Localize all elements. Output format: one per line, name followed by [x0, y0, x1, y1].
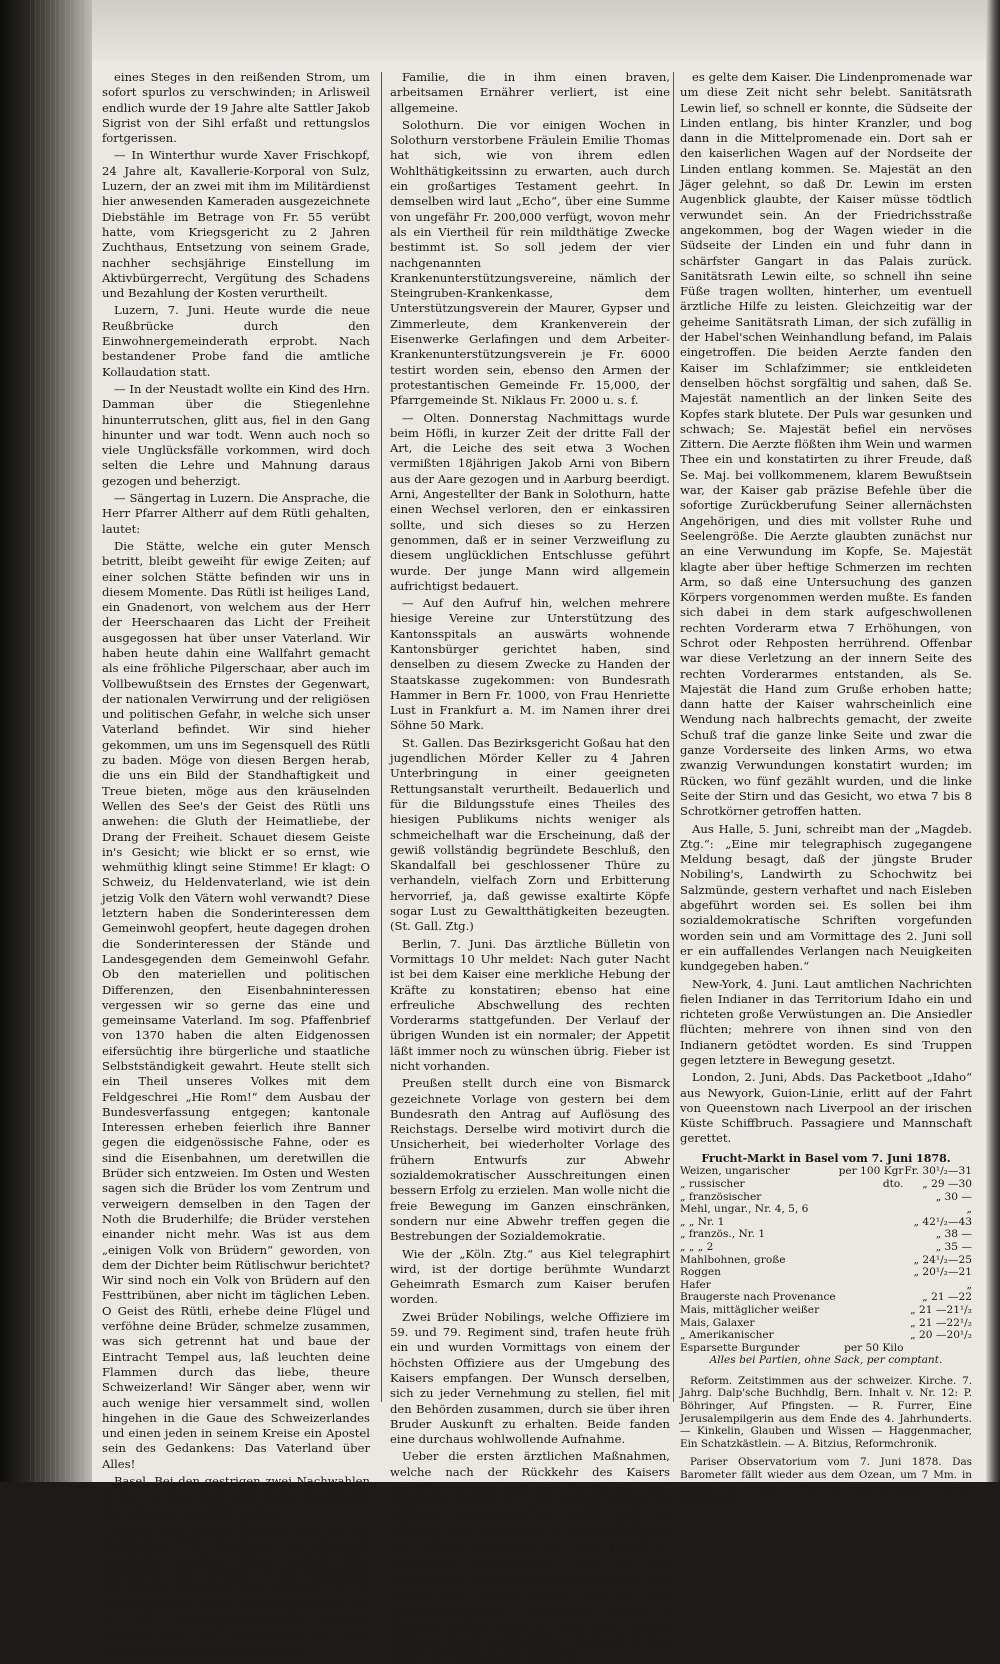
market-unit	[838, 1216, 904, 1229]
article-paragraph: Aus Halle, 5. Juni, schreibt man der „Magdeb. Ztg.“: „Eine mir telegraphisch zugegangene Meldung besagt, daß der jüngste Bruder Nobiling's, Landwirth zu Schochwitz bei Salzmünde, gestern verhaftet und nach Eisleben abgeführt worden sei. Es sollen bei ihm sozialdemokratische Schriften vorgefunden worden sein und am Vormittage des 2. Juni soll er ein auffallendes Verlangen nach Neuigkeiten kundgegeben haben.“	[680, 821, 972, 974]
article-paragraph: New-York, 4. Juni. Laut amtlichen Nachrichten fielen Indianer in das Territorium Idaho ein und richteten große Verwüstungen an. Die Ansiedler flüchten; mehrere von ihnen sind von den Indianern getödtet worden. Es sind Truppen gegen letztere in Bewegung gesetzt.	[680, 976, 972, 1067]
article-paragraph: St. Gallen. Das Bezirksgericht Goßau hat den jugendlichen Mörder Keller zu 4 Jahren Unterbringung in einer geeigneten Rettungsanstalt verurtheilt. Bedauerlich und für die Bildungsstufe eines Theiles des hiesigen Publikums nichts weniger als schmeichelhaft war die Erscheinung, daß der gewiß vollständig begründete Beschluß, den Skandalfall bei geschlossener Thüre zu verhandeln, vielfach Zorn und Erbitterung hervorrief, ja, daß gewisse exaltirte Köpfe sogar Lust zu Gewaltthätigkeiten bezeugten. (St. Gall. Ztg.)	[390, 735, 670, 934]
market-price: „	[966, 1278, 972, 1291]
market-row	[680, 1317, 972, 1330]
article-paragraph: eines Steges in den reißenden Strom, um sofort spurlos zu verschwinden; in Arlisweil endlich wurde der 19 Jahre alte Sattler Jakob Sigrist von der Sihl erfaßt und rettungslos fortgerissen.	[102, 70, 370, 146]
market-price: „ 21 —22¹/₂	[910, 1316, 972, 1329]
article-paragraph: Basel. Bei den gestrigen zwei Nachwahlen in den Großen Rath sind beide Kandidaten der Liberalen gewählt worden.	[102, 1474, 370, 1519]
article-paragraph: Ueber die ersten ärztlichen Maßnahmen, welche nach der Rückkehr des Kaisers getroffen wurden, gebt der „Nordd. All. Ztg.“ folgender Bericht zu: „Der hiesige königliche Physikus Sanitätsrath Dr. Lewin ging am Sonntag unter den Linden in der Richtung auf das Schloß. Ungefähr vor dem Hotel St. Petersburg angekommen, sah er den kaiserlichen Wagen vom Palais abfahren und grüßte und gleich darauf den an ihm vorüberkommenden Monarchen. Kaum 3 Minuten später hörte er zwei sehr heftige Schüsse, deren unheimlicher Eindruck in ihm sofort die Vermuthung wachrief,	[390, 1449, 670, 1663]
article-paragraph: Die Stätte, welche ein guter Mensch betritt, bleibt geweiht für ewige Zeiten; auf einer solchen Stätte befinden wir uns in diesem Momente. Das Rütli ist heiliges Land, ein Gnadenort, von welchem aus der Herr der Heerschaaren das Licht der Freiheit ausgegossen hat über unser Vaterland. Wir haben heute dahin eine Wallfahrt gemacht als eine fröhliche Pilgerschaar, aber auch im Vollbewußtsein des Ernstes der Gegenwart, der nationalen Verwirrung und der religiösen und politischen Gefahr, in welche sich unser Vaterland befindet. Wir sind hieher gekommen, um uns im Segensquell des Rütli zu baden. Möge von diesen Bergen herab, die uns ein Bild der Standhaftigkeit und Treue bieten, möge aus den kräuselnden Wellen des See's der Geist des Rütli uns anwehen: die Gluth der Heimatliebe, der Drang der Freiheit. Schauet diesem Geiste in's Gesicht; wie blickt er so ernst, wie wehmüthig klingt seine Stimme! Er klagt: O Schweiz, du Heldenvaterland, wie ist dein jetzig Volk den Vätern wohl verwandt? Diese letztern haben die Sonderinteressen dem Gemeinwohl geopfert, heute dagegen drohen die Sonderinteressen der Stände und Landesgegenden dem Gemeinwohl Gefahr. Ob den materiellen und politischen Differenzen, den Eisenbahninteressen vergessen wir so gerne das eine und gemeinsame Vaterland. Im sog. Pfaffenbrief von 1370 haben die alten Eidgenossen eifersüchtig ihre bürgerliche und staatliche Selbstständigkeit gewahrt. Heute stellt sich ein Theil unseres Volkes mit dem Feldgeschrei „Hie Rom!“ dem Ausbau der Bundesverfassung entgegen; kantonale Interessen erheben feierlich ihre Banner gegen die eidgenössische Fahne, oder es sind die Eisenbahnen, um deretwillen die Brüder sich entzweien. Im Osten und Westen sagen sich die Brüder los vom Zentrum und verweigern demselben in den Tagen der Noth die Bruderhilfe; die Brüder verstehen einander nicht mehr. Was ist aus dem „einigen Volk von Brüdern“ geworden, von dem der Dichter beim Rütlischwur berichtet? Wir sind noch ein Volk von Brüdern auf den Festtribünen, aber nicht im täglichen Leben. O Geist des Rütli, erhebe deine Flügel und verföhne deine Brüder, schmelze zusammen, was sich getrennt hat und baue der Eintracht Tempel aus, laß leuchten deine Flammen durch das liebe, theure Schweizerland! Wir Sänger aber, wenn wir auch wenige hier versammelt sind, wollen hingehen in die Gaue des Schweizerlandes und einen jeden in seinem Kreise ein Apostel sein des Gedankens: Das Vaterland über Alles!	[102, 538, 370, 1471]
market-row	[680, 1342, 972, 1355]
column-rule-1	[381, 72, 382, 1402]
market-unit	[838, 1228, 904, 1241]
top-margin	[92, 0, 988, 60]
market-price: „ 30 —	[935, 1190, 972, 1203]
market-unit: per 100 Kgr	[838, 1165, 904, 1178]
market-price	[903, 1342, 972, 1355]
market-unit	[838, 1203, 904, 1216]
market-item: „ „ Nr. 1	[680, 1215, 725, 1228]
market-item: „ russischer	[680, 1177, 745, 1190]
article-paragraph: — In Winterthur wurde Xaver Frischkopf, 24 Jahre alt, Kavallerie-Korporal von Sulz, Luzern, der an zwei mit ihm im Militärdienst hier anwesenden Kameraden ausgezeichnete Diebstähle im Betrage von Fr. 55 verübt hatte, vom Kriegsgericht zu 2 Jahren Zuchthaus, Entsetzung von seinem Grade, nachher sechsjährige Einstellung im Aktivbürgerrecht, Vergütung des Schadens und Bezahlung der Kosten verurtheilt.	[102, 148, 370, 301]
article-paragraph: es gelte dem Kaiser. Die Lindenpromenade war um diese Zeit nicht sehr belebt. Sanitätsrath Lewin lief, so schnell er konnte, die Südseite der Linden entlang, bis hinter Kranzler, und bog dann in die Mittelpromenade ein. Dort sah er den kaiserlichen Wagen auf der Nordseite der Linden entlang kommen. Se. Majestät an den Jäger gelehnt, so daß Dr. Lewin im ersten Augenblick glaubte, der Kaiser müsse tödtlich verwundet sein. An der Friedrichsstraße angekommen, bog der Wagen wieder in die Südseite der Linden ein und fuhr dann in schärfster Gangart in das Palais zurück. Sanitätsrath Lewin eilte, so schnell ihn seine Füße tragen wollten, hinterher, um eventuell ärztliche Hilfe zu leisten. Gleichzeitig war der geheime Sanitätsrath Liman, der sich zufällig in der Habel'schen Weinhandlung befand, im Palais eingetroffen. Die beiden Aerzte fanden den Kaiser im Schlafzimmer; sie entkleideten denselben höchst sorgfältig und sahen, daß Se. Majestät namentlich an der linken Seite des Kopfes stark blutete. Der Puls war gesunken und schwach; Se. Majestät befiel ein nervöses Zittern. Die Aerzte flößten ihm Wein und warmen Thee ein und konstatirten zu ihrer Freude, daß Se. Maj. bei vollkommenem, klarem Bewußtsein war, der Kaiser gab präzise Befehle über die sofortige Zurückberufung Seiner allernächsten Angehörigen, und dies mit vollster Ruhe und Seelengröße. Die Aerzte glaubten zunächst nur an eine Verwundung im Kopfe, Se. Majestät klagte aber über heftige Schmerzen im rechten Arm, so daß eine Untersuchung des ganzen Körpers vorgenommen werden mußte. Es fanden sich dabei in dem stark aufgeschwollenen rechten Vorderarm etwa 7 Erhöhungen, von Schrot oder Rehposten herrührend. Offenbar war diese Verletzung an der innern Seite des rechten Vorderarmes entstanden, als Se. Majestät die Hand zum Gruße erhoben hatte; dann hatte der Kaiser wahrscheinlich eine Wendung nach halbrechts gemacht, der zweite Schuß traf die ganze linke Seite und zwar die ganze Vorderseite des linken Arms, wo etwa zwanzig Verwundungen konstatirt wurden; im Rücken, wo fünf gezählt wurden, und die linke Seite der Stirn und das Gesicht, wo etwa 7 bis 8 Schrotkörner getroffen hatten.	[680, 70, 972, 819]
article-paragraph: Zwei Brüder Nobilings, welche Offiziere im 59. und 79. Regiment sind, trafen heute früh ein und wurden Vormittags von einem der höchsten Offiziere aus der Umgebung des Kaisers empfangen. Der Wunsch derselben, sich zu jeder Vernehmung zu stellen, fiel mit den Behörden zusammen, durch sie über ihren Bruder Auskunft zu erhalten. Beide fanden eine durchaus wohlwollende Aufnahme.	[390, 1309, 670, 1447]
article-paragraph: — Auf den Aufruf hin, welchen mehrere hiesige Vereine zur Unterstützung des Kantonsspitals an auswärts wohnende Kantonsbürger gerichtet haben, sind denselben zu diesem Zwecke zu Handen der Staatskasse zugekommen: von Bundesrath Hammer in Bern Fr. 1000, von Frau Henriette Lust in Frankfurt a. M. im Namen ihrer drei Söhne 50 Mark.	[390, 596, 670, 733]
market-title: Frucht-Markt in Basel vom 7. Juni 1878.	[701, 1151, 951, 1165]
article-paragraph: London, 2. Juni, Abds. Das Packetboot „Idaho“ aus Newyork, Guion-Linie, erlitt auf der Fahrt von Queenstown nach Liverpool an der irischen Küste Schiffbruch. Passagiere und Mannschaft gerettet.	[680, 1070, 972, 1146]
article-paragraph: Solothurn. Die vor einigen Wochen in Solothurn verstorbene Fräulein Emilie Thomas hat sich, wie von ihrem edlen Wohlthätigkeitssinn zu erwarten, auch durch ein großartiges Testament geehrt. In demselben wird laut „Echo“, über eine Summe von ungefähr Fr. 200,000 verfügt, wovon mehr als ein Viertheil für rein mildthätige Zwecke bestimmt ist. So soll jedem der vier nachgenannten Krankenunterstützungsvereine, nämlich der Steingruben-Krankenkasse, dem Unterstützungsverein der Maurer, Gypser und Zimmerleute, dem Krankenverein der Eisenwerke Gerlafingen und dem Arbeiter-Krankenunterstützungsverein je Fr. 6000 testirt worden sein, ebenso den Armen der protestantischen Gemeinde Fr. 15,000, der Pfarrgemeinde St. Niklaus Fr. 2000 u. s. f.	[390, 117, 670, 408]
market-note: Alles bei Partien, ohne Sack, per comptant.	[709, 1354, 943, 1367]
article-paragraph: — Olten. Donnerstag Nachmittags wurde beim Höfli, in kurzer Zeit der dritte Fall der Art, die Leiche des seit etwa 3 Wochen vermißten 18jährigen Jakob Arni von Bibern aus der Aare gezogen und in Aarburg beerdigt. Arni, Angestellter der Bank in Solothurn, hatte einen Wechsel verloren, den er einkassiren sollte, und sich dieses so zu Herzen genommen, daß er in seiner Verzweiflung zu diesem unglücklichen Entschlusse geführt wurde. Der junge Mann wird allgemein aufrichtigst bedauert.	[390, 410, 670, 593]
page-stack-lines	[30, 0, 90, 1482]
market-price: „ 21 —22	[922, 1291, 972, 1304]
article-paragraph: Familie, die in ihm einen braven, arbeitsamen Ernährer verliert, ist eine allgemeine.	[390, 70, 670, 115]
article-paragraph: — Sängertag in Luzern. Die Ansprache, die Herr Pfarrer Altherr auf dem Rütli gehalten, lautet:	[102, 491, 370, 536]
article-paragraph: Berlin, 7. Juni. Das ärztliche Bülletin von Vormittags 10 Uhr meldet: Nach guter Nacht ist bei dem Kaiser eine merkliche Hebung der Kräfte zu konstatiren; ebenso hat eine erfreuliche Abschwellung des rechten Vorderarms stattgefunden. Der Verlauf der übrigen Wunden ist ein normaler; der Appetit läßt immer noch zu wünschen übrig. Fieber ist nicht vorhanden.	[390, 936, 670, 1073]
market-item: Mais, Galaxer	[680, 1316, 755, 1329]
market-item: Mais, mittäglicher weißer	[680, 1303, 820, 1316]
market-price: „ 20 —20¹/₂	[910, 1329, 972, 1342]
market-row	[680, 1279, 972, 1292]
market-row	[680, 1266, 972, 1279]
market-item: Braugerste nach Provenance	[680, 1291, 836, 1304]
market-row	[680, 1304, 972, 1317]
market-item: „ französischer	[680, 1190, 762, 1203]
market-unit	[838, 1266, 904, 1279]
grain-market-table	[680, 1153, 972, 1367]
market-row	[680, 1291, 972, 1304]
market-unit	[838, 1304, 904, 1317]
market-unit	[838, 1191, 904, 1204]
market-row	[680, 1203, 972, 1216]
market-unit	[838, 1291, 904, 1304]
column-2	[390, 70, 670, 1663]
column-3	[680, 70, 972, 1507]
book-spine-edge	[0, 0, 96, 1482]
market-price: „	[966, 1203, 972, 1216]
observatory-notice: Pariser Observatorium vom 7. Juni 1878. Das Barometer fällt wieder aus dem Ozean, um 7 Mm. in Irland, um 6 Mm. in Biarritz. Gewitterregen sind zu befürchten.	[680, 1456, 972, 1507]
market-price: „ 29 —30	[922, 1177, 972, 1190]
market-unit: dto.	[882, 1177, 904, 1190]
market-row	[680, 1241, 972, 1254]
right-page-edge	[986, 0, 1000, 1482]
market-row	[680, 1191, 972, 1204]
article-paragraph: — In der Neustadt wollte ein Kind des Hrn. Damman über die Stiegenlehne hinunterrutschen, glitt aus, fiel in den Gang hinunter und war todt. Wenn auch noch so viele Unglücksfälle vorkommen, wird doch selten die Lehre und Mahnung daraus gezogen und beherzigt.	[102, 381, 370, 488]
market-unit: per 50 Kilo	[844, 1341, 904, 1354]
market-item: Hafer	[680, 1278, 711, 1291]
column-rule-2	[673, 72, 674, 1402]
market-item: Roggen	[680, 1266, 722, 1279]
market-item: Esparsette Burgunder	[680, 1341, 800, 1354]
column-1	[102, 70, 370, 1659]
article-paragraph: Glarus. Seit letztem Dienstag wird der Hr. Fellhändler Frid. Beglinger, ein allgemein geachteter, wackerer Mann, vermißt. Man vermuthet, daß derselbe in der Dunkelheit bei seiner Heimkehr von Niedern, wo er zuletzt gesehen wurde, den Weg verfehlt und in den hochangeschwollenen Löntsch gefallen sei. Die Theilnahme an dem Schicksal der ziemlich zahlreichen	[102, 1521, 370, 1659]
market-price: „ 42¹/₂—43	[913, 1215, 972, 1228]
market-price: Fr. 30¹/₂—31	[904, 1165, 972, 1178]
market-unit	[838, 1241, 904, 1254]
article-paragraph: Wie der „Köln. Ztg.“ aus Kiel telegraphirt wird, ist der dortige berühmte Wundarzt Geheimrath Esmarch zum Kaiser berufen worden.	[390, 1246, 670, 1307]
market-row	[680, 1178, 972, 1191]
article-paragraph: Preußen stellt durch eine von Bismarck gezeichnete Vorlage von gestern bei dem Bundesrath den Antrag auf Auflösung des Reichstags. Derselbe wird motivirt durch die Unsicherheit, bei wiederholter Vorlage des frühern Entwurfs zur Abwehr sozialdemokratischer Ausschreitungen einen bessern Erfolg zu erzielen. Man wolle nicht die freie Bewegung im Ganzen einschränken, sondern nur eine Abwehr treffen gegen die Bestrebungen der Sozialdemokratie.	[390, 1076, 670, 1244]
market-price: „ 21 —21¹/₂	[910, 1303, 972, 1316]
market-item: Mehl, ungar., Nr. 4, 5, 6	[680, 1203, 809, 1216]
market-unit	[838, 1254, 904, 1267]
market-item: „ französ., Nr. 1	[680, 1228, 766, 1241]
market-price: „ 38 —	[935, 1228, 972, 1241]
market-price: „ 35 —	[935, 1240, 972, 1253]
market-unit	[838, 1279, 904, 1292]
market-row	[680, 1254, 972, 1267]
market-item: „ Amerikanischer	[680, 1329, 774, 1342]
market-unit	[838, 1317, 904, 1330]
market-row	[680, 1165, 972, 1178]
article-paragraph: Luzern, 7. Juni. Heute wurde die neue Reußbrücke durch den Einwohnergemeinderath erprobt. Nach bestandener Probe fand die amtliche Kollaudation statt.	[102, 303, 370, 379]
market-item: Weizen, ungarischer	[680, 1165, 790, 1178]
market-price: „ 20¹/₂—21	[913, 1266, 972, 1279]
market-row	[680, 1228, 972, 1241]
market-item: „ „ „ 2	[680, 1240, 714, 1253]
market-price: „ 24¹/₂—25	[913, 1253, 972, 1266]
market-row	[680, 1216, 972, 1229]
notices	[680, 1375, 972, 1507]
market-item: Mahlbohnen, große	[680, 1253, 786, 1266]
market-row	[680, 1329, 972, 1342]
reform-notice: Reform. Zeitstimmen aus der schweizer. Kirche. 7. Jahrg. Dalp'sche Buchhdlg, Bern. Inhalt v. Nr. 12: P. Böhringer, Auf Pfingsten. — R. Furrer, Eine Jerusalempilgerin aus dem Ende des 4. Jahrhunderts. — Kinkelin, Glauben und Wissen — Haggenmacher, Ein Schatzkästlein. — A. Bitzius, Reformchronik.	[680, 1374, 972, 1450]
market-prices	[680, 1165, 972, 1354]
market-unit	[838, 1329, 904, 1342]
